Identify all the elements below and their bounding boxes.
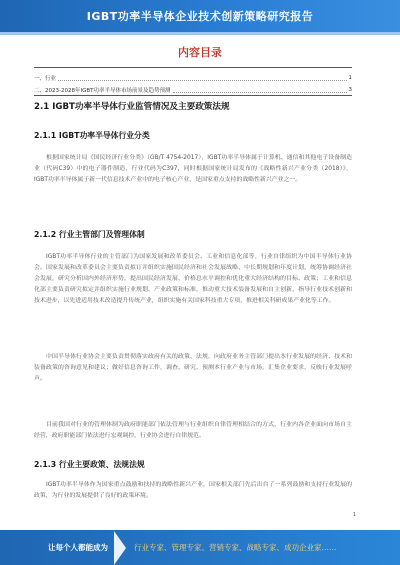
subsection-heading: 2.1.2 行业主管部门及管理体制 — [34, 230, 145, 239]
header-divider — [0, 32, 400, 35]
toc-entry-page: 1 — [348, 75, 352, 81]
body-paragraph: IGBT功率半导体行业的主管部门为国家发展和改革委员会、工业和信息化部等，行业自律组织为中国半导体行业协会。国家发展和改革委员会主要负责拟订并组织实施国民经济和社会发展战略、中长期规划和年度计划，统筹协调经济社会发展，研究分析国内外经济形势，提出国民经济发展、价格总水平调控和优化重大经济结构的目标、政策；工业和信息化部主要负责研究拟定并组织实施行业规划、产业政策和标准，推动重大技术装备发展和自主创新，指导行业技术创新和技术进步，以先进适用技术改造提升传统产业，组织实施有关国家科技重大专项，推进相关科研成果产业化等工作。 — [34, 254, 352, 305]
footer-slogan: 让每个人都能成为 — [48, 543, 108, 552]
footer-tagline: 行业专家、管理专家、营销专家、战略专家、成功企业家…… — [134, 543, 337, 552]
toc-leader-dots — [173, 92, 347, 93]
toc-entry[interactable] — [34, 86, 352, 94]
subsection-heading: 2.1.3 行业主要政策、法规法规 — [34, 460, 145, 469]
footer-banner — [0, 530, 400, 565]
section-heading: 2.1 IGBT功率半导体行业监管情况及主要政策法规 — [34, 102, 230, 112]
toc-top-rule — [34, 67, 352, 68]
body-paragraph: 根据国家统计局《国民经济行业分类》（GB/T 4754-2017），IGBT功率半导体属于计算机、通信和其他电子设备制造业（代码C39）中的电子器件制造，行业代码为C397，同时根据国家统计局发布的《战略性新兴产业分类（2018）》，IGBT功率半导体属于新一代信息技术产业中的电子核心产业，是国家重点支持的战略性新兴产业之一。 — [34, 155, 352, 184]
toc-entry[interactable] — [34, 74, 352, 82]
subsection-heading: 2.1.1 IGBT功率半导体行业分类 — [34, 131, 150, 140]
report-header-banner — [0, 0, 400, 32]
toc-entry-label: 一、行业 — [34, 76, 57, 82]
toc-leader-dots — [58, 80, 346, 81]
report-title: IGBT功率半导体企业技术创新策略研究报告 — [86, 10, 314, 23]
toc-title: 内容目录 — [178, 46, 222, 59]
body-paragraph: 中国半导体行业协会主要负责贯彻落实政府有关的政策、法规，向政府业务主管部门提出本行业发展的经济、技术和装备政策的咨询意见和建议；做好信息咨询工作，调查、研究、预测本行业产业与市场，汇集企业要求，反映行业发展呼声。 — [34, 354, 352, 383]
toc-entry-page: 3 — [348, 87, 352, 93]
body-paragraph: 目前我国对行业的管理体制为政府职能部门依法管理与行业组织自律管理相结合的方式，行业内各企业面向市场自主经营，政府职能部门依法进行宏观调控，行业协会进行自律规范。 — [34, 422, 352, 440]
page-number: 1 — [352, 512, 356, 518]
toc-bottom-rule — [34, 95, 352, 96]
body-paragraph: IGBT功率半导体作为国家重点鼓励和扶持的战略性新兴产业，国家相关部门先后出台了一系列鼓励和支持行业发展的政策，为行业的发展提供了良好的政策环境。 — [34, 482, 352, 500]
toc-entry-label: 二、2023-2028年IGBT功率半导体市场前景及趋势预测 — [34, 88, 171, 94]
arrow-icon — [114, 531, 126, 565]
